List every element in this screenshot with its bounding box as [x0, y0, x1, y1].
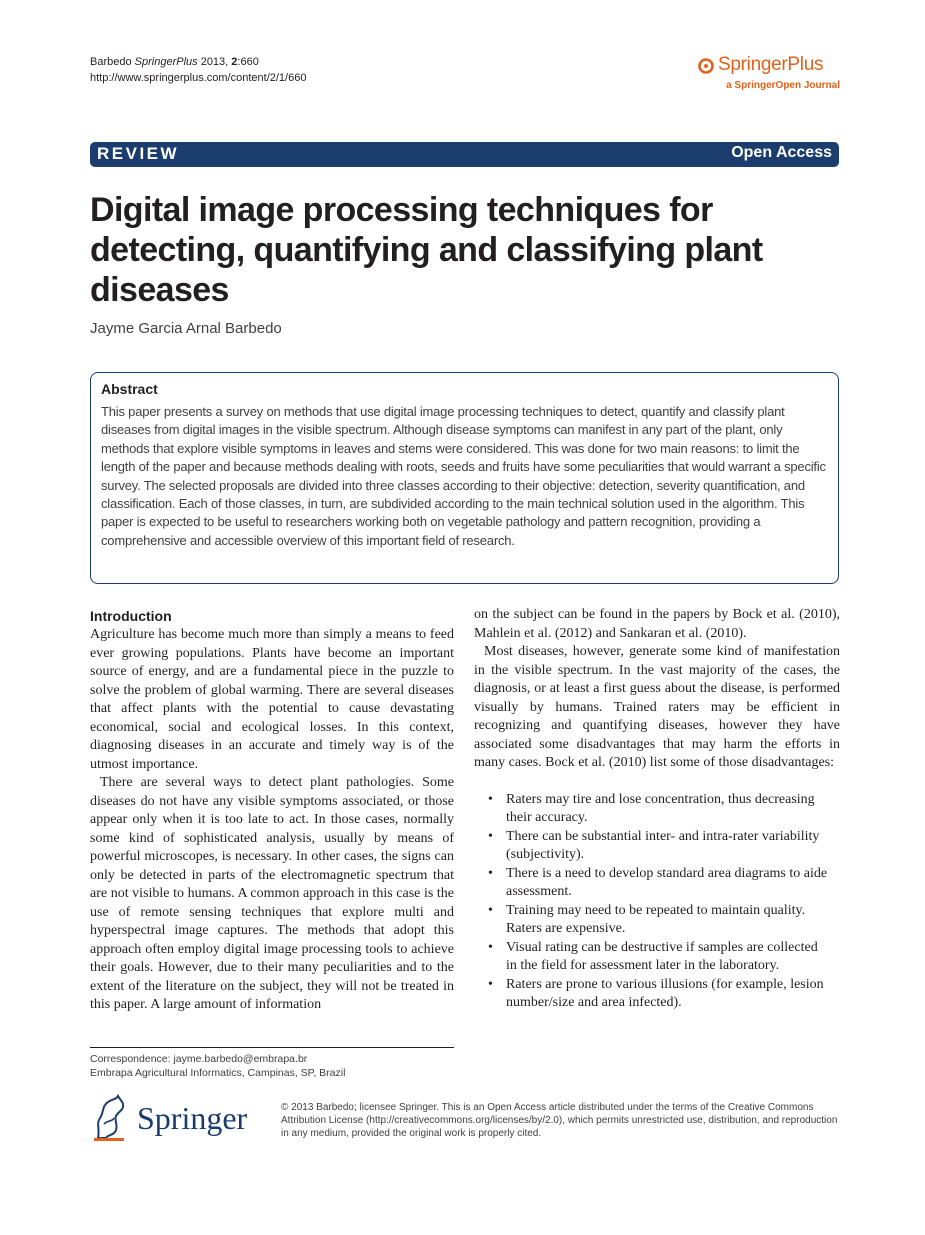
- article-author: Jayme Garcia Arnal Barbedo: [90, 320, 282, 337]
- citation-year: 2013,: [197, 56, 232, 68]
- list-item: [488, 828, 840, 865]
- list-item: [488, 791, 840, 828]
- open-access-label: Open Access: [731, 144, 832, 161]
- disadvantages-list: [474, 791, 840, 1013]
- citation-author: Barbedo: [90, 56, 135, 68]
- list-item-text: There is a need to develop standard area diagrams to aide assessment.: [506, 865, 828, 899]
- footnote: [90, 1052, 345, 1080]
- citation-url[interactable]: http://www.springerplus.com/content/2/1/660: [90, 72, 307, 84]
- citation-journal: SpringerPlus: [134, 56, 198, 68]
- journal-logo-subtitle: a SpringerOpen Journal: [726, 80, 840, 91]
- springer-horse-icon: [90, 1094, 130, 1142]
- list-item: [488, 865, 840, 902]
- abstract-heading: Abstract: [101, 381, 158, 397]
- list-item: [488, 976, 840, 1013]
- list-item-text: Visual rating can be destructive if samples are collected in the field for assessment later in the laboratory.: [506, 939, 818, 973]
- article-type-label: REVIEW: [97, 144, 180, 163]
- article-type-banner: [90, 142, 839, 167]
- bullet-icon: •: [488, 976, 493, 992]
- citation-page: :660: [237, 56, 259, 68]
- list-item-text: Raters are prone to various illusions (for example, lesion number/size and area infected).: [506, 976, 824, 1010]
- affiliation: Embrapa Agricultural Informatics, Campinas, SP, Brazil: [90, 1067, 346, 1079]
- correspondence-email[interactable]: Correspondence: jayme.barbedo@embrapa.br: [90, 1053, 308, 1065]
- citation-header: [90, 54, 306, 86]
- list-item-text: Training may need to be repeated to maintain quality. Raters are expensive.: [506, 902, 806, 936]
- section-heading-introduction: Introduction: [90, 608, 172, 624]
- body-column-left: [90, 606, 454, 1015]
- publisher-name: Springer: [137, 1100, 248, 1136]
- citation-line: [90, 54, 306, 70]
- list-item-text: There can be substantial inter- and intra-rater variability (subjectivity).: [506, 828, 820, 862]
- body-paragraph: Agriculture has become much more than simply a means to feed ever growing populations. Plants have become an important source of energy, and are a fundamental piece in the puzzle to solve the problem of global warming. There are several diseases that affect plants with the potential to cause devastating economical, social and ecological losses. In this context, diagnosing diseases in an accurate and timely way is of the utmost importance.: [90, 627, 454, 772]
- springerplus-logo: [690, 56, 840, 96]
- abstract-text: This paper presents a survey on methods that use digital image processing techniques to detect, quantify and classify plant diseases from digital images in the visible spectrum. Although disease symptoms can manifest in any part of the plant, only methods that explore visible symptoms in leaves and stems were considered. This was done for two main reasons: to limit the length of the paper and because methods dealing with roots, seeds and fruits have some peculiarities that would warrant a specific survey. The selected proposals are divided into three classes according to their objective: detection, severity quantification, and classification. Each of those classes, in turn, are subdivided according to the main technical solution used in the algorithm. This paper is expected to be useful to researchers working both on vegetable pathology and pattern recognition, providing a comprehensive and accessible overview of this important field of research.: [101, 404, 826, 548]
- bullet-icon: •: [488, 939, 493, 955]
- body-paragraph: There are several ways to detect plant pathologies. Some diseases do not have any visible symptoms associated, or those appear only when it is too late to act. In those cases, normally some kind of sophisticated analysis, usually by means of powerful microscopes, is necessary. In other cases, the signs can only be detected in parts of the electromagnetic spectrum that are not visible to humans. A common approach in this case is the use of remote sensing techniques that explore multi and hyperspectral image captures. The methods that adopt this approach often employ digital image processing tools to achieve their goals. However, due to their many peculiarities and to the extent of the literature on the subject, they will not be treated in this paper. A large amount of information: [90, 775, 454, 1012]
- article-title: Digital image processing techniques for detecting, quantifying and classifying plant diseases: [90, 191, 763, 309]
- journal-logo-name: SpringerPlus: [718, 54, 824, 75]
- footnote-divider: [90, 1047, 454, 1048]
- body-column-right: [474, 606, 840, 1013]
- springerplus-mark-icon: [698, 58, 714, 74]
- bullet-icon: •: [488, 828, 493, 844]
- citation-volume: 2: [231, 56, 238, 68]
- bullet-icon: •: [488, 791, 493, 807]
- list-item: [488, 939, 840, 976]
- bullet-icon: •: [488, 902, 493, 918]
- body-paragraph: Most diseases, however, generate some kind of manifestation in the visible spectrum. In the vast majority of the cases, the diagnosis, or at least a first guess about the disease, is performed visually by humans. Trained raters may be efficient in recognizing and quantifying diseases, however they have associated some disadvantages that may harm the efforts in many cases. Bock et al. (2010) list some of those disadvantages:: [474, 644, 840, 770]
- springer-logo: [90, 1094, 265, 1144]
- body-paragraph: on the subject can be found in the papers by Bock et al. (2010), Mahlein et al. (2012) and Sankaran et al. (2010).: [474, 607, 840, 641]
- list-item: [488, 902, 840, 939]
- bullet-icon: •: [488, 865, 493, 881]
- list-item-text: Raters may tire and lose concentration, thus decreasing their accuracy.: [506, 791, 815, 825]
- abstract-box: [90, 372, 839, 584]
- license-text: © 2013 Barbedo; licensee Springer. This is an Open Access article distributed under the terms of the Creative Commons Attribution License (http://creativecommons.org/licenses/by/2.0), which permits unrestricted use, distribution, and reproduction in any medium, provided the original work is properly cited.: [281, 1102, 838, 1139]
